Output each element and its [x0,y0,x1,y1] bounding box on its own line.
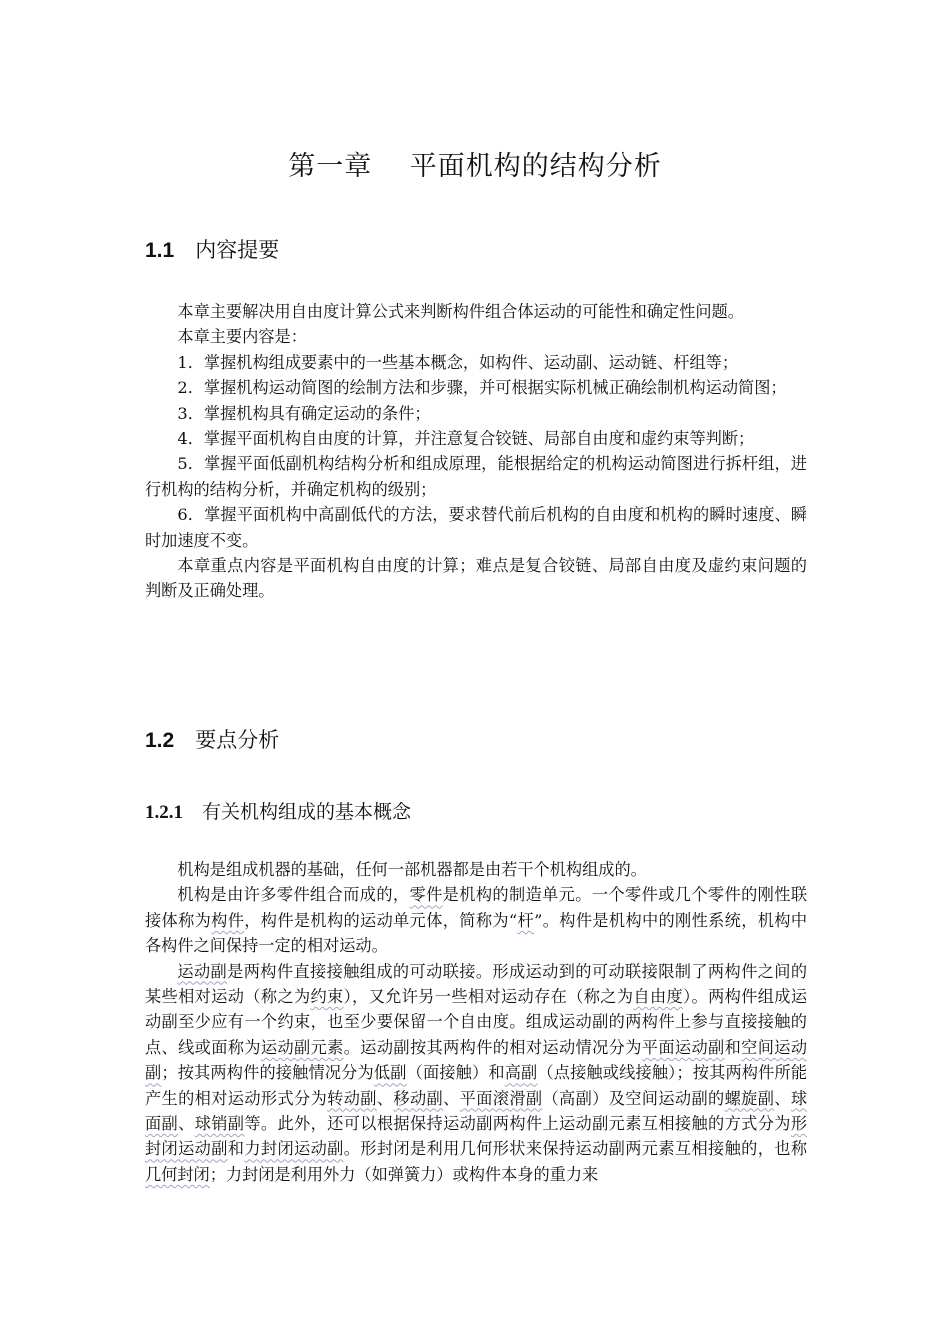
section-number: 1.2 [145,729,175,752]
concept-paragraph: 机构是由许多零件组合而成的，零件是机构的制造单元。一个零件或几个零件的刚性联接体称为构件，构件是机构的运动单元体，简称为“杆”。构件是机构中的刚性系统，机构中各构件之间保持一定的相对运动。 [145,885,808,956]
section-heading-1-2 [145,724,279,754]
term: 平面滚滑副 [459,1088,543,1108]
term: 高副 [504,1063,538,1083]
term: 低副 [373,1063,407,1083]
term: 平面运动副 [641,1037,725,1057]
term: 移动副 [393,1088,444,1108]
subsection-heading-1-2-1 [145,797,411,824]
summary-paragraph: 6．掌握平面机构中高副低代的方法，要求替代前后机构的自由度和机构的瞬时速度、瞬时加速度不变。 [145,505,807,550]
term: 空间运动副 [145,1037,808,1083]
concept-paragraph: 运动副是两构件直接接触组成的可动联接。形成运动到的可动联接限制了两构件之间的某些相对运动（称之为约束），又允许另一些相对运动存在（称之为自由度）。两构件组成运动副至少应有一个约束，也至少要保留一个自由度。组成运动副的两构件上参与直接接触的点、线或面称为运动副元素。运动副按其两构件的相对运动情况分为平面运动副和空间运动副；按其两构件的接触情况分为低副（面接触）和高副（点接触或线接触）；按其两构件所能产生的相对运动形式分为转动副、移动副、平面滚滑副（高副）及空间运动副的螺旋副、球面副、球销副等。此外，还可以根据保持运动副两构件上运动副元素互相接触的方式分为形封闭运动副和力封闭运动副。形封闭是利用几何形状来保持运动副两元素互相接触的，也称几何封闭；力封闭是利用外力（如弹簧力）或构件本身的重力来 [145,961,808,1184]
term: 球面副 [145,1088,808,1134]
subsection-number: 1.2.1 [145,802,183,823]
summary-paragraph: 1．掌握机构组成要素中的一些基本概念，如构件、运动副、运动链、杆组等； [177,352,739,372]
summary-paragraph: 本章主要解决用自由度计算公式来判断构件组合体运动的可能性和确定性问题。 [177,302,744,321]
section-title: 要点分析 [195,728,280,752]
term: 零件 [409,885,443,905]
term: 形封闭运动副 [145,1114,808,1159]
summary-paragraph: 2．掌握机构运动简图的绘制方法和步骤，并可根据实际机械正确绘制机构运动简图； [177,378,787,398]
term: 几何封闭 [145,1164,210,1184]
section-heading-1-1 [145,234,279,264]
term: 运动副 [177,961,228,981]
term: 约束 [310,987,344,1007]
term: 转动副 [327,1088,377,1108]
chapter-title: 第一章 平面机构的结构分析 [288,151,662,182]
term: 构件 [211,910,245,930]
section-title: 内容提要 [195,238,280,262]
summary-paragraph: 4．掌握平面机构自由度的计算，并注意复合铰链、局部自由度和虚约束等判断； [177,429,755,449]
term: 力封闭运动副 [244,1139,344,1159]
summary-paragraph: 本章主要内容是： [177,327,307,347]
concept-paragraph: 机构是组成机器的基础，任何一部机器都是由若干个机构组成的。 [177,860,647,879]
summary-paragraph: 3．掌握机构具有确定运动的条件； [177,403,431,423]
content-summary [145,299,807,604]
subsection-title: 有关机构组成的基本概念 [202,801,412,823]
summary-paragraph: 5．掌握平面低副机构结构分析和组成原理，能根据给定的机构运动简图进行拆杆组，进行机构的结构分析，并确定机构的级别； [145,454,807,499]
term: 运动副元素 [260,1037,344,1057]
summary-paragraph: 本章重点内容是平面机构自由度的计算；难点是复合铰链、局部自由度及虚约束问题的判断及正确处理。 [145,556,807,601]
term: 自由度 [633,987,684,1007]
term: 球销副 [194,1114,245,1134]
concept-body [145,857,807,1187]
term: 杆 [517,910,535,930]
term: 螺旋副 [724,1088,775,1108]
section-number: 1.1 [145,239,175,262]
